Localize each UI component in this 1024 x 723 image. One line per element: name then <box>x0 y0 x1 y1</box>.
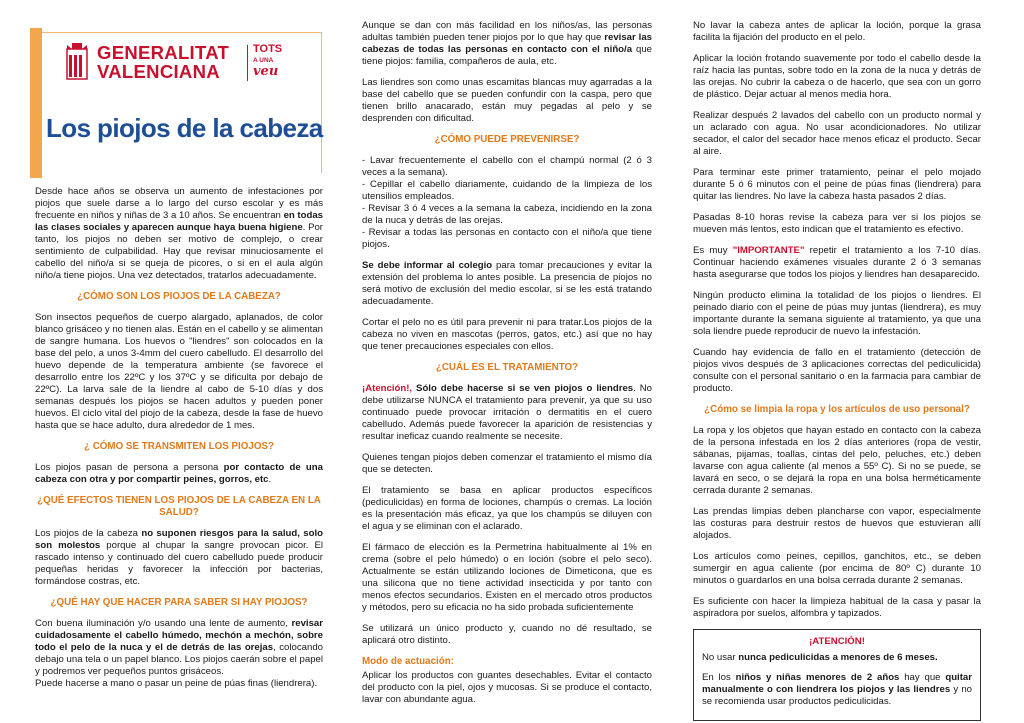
list-item: - Revisar 3 ó 4 veces a la semana la cabeza, incidiendo en la zona de la nuca y detrás de las orejas. <box>362 203 652 226</box>
slogan <box>253 44 282 77</box>
nits-paragraph: Las liendres son como unas escamitas blancas muy agarradas a la base del cabello que se pueden confundir con la caspa, pero que tienen brillo anacarado, están muy pegadas al pelo y se desprenden con dificultad. <box>362 77 652 124</box>
page-title: Los piojos de la cabeza <box>46 113 323 143</box>
attention-paragraph: ¡Atención!, Sólo debe hacerse si se ven piojos o liendres. No debe utilizarse NUNCA el tratamiento para prevenir, ya que su uso continuado puede provocar irritación o dermatitis en el cuero cabelludo. Además puede favorecer la aparición de resistencias y resultar ineficaz cuando realmente se necesite. <box>362 383 652 442</box>
warning-title: ¡ATENCIÓN! <box>809 636 865 647</box>
heading-health-effects: ¿QUÉ EFECTOS TIENEN LOS PIOJOS DE LA CABEZA EN LA SALUD? <box>37 495 321 518</box>
header-box <box>35 32 322 173</box>
lice-description: Son insectos pequeños de cuerpo alargado, aplanados, de color blanco grisáceo y no tienen alas. Están en el cabello y se alimentan de sangre humana. Los huevos o "liendres" son colocados en la base del pelo, a unos 3-4mm del cuero cabelludo. El desarrollo del huevo depende de la temperatura ambiente (se favorece el desarrollo entre los 22ºC y los 37ºC y se dificulta por debajo de 22ºC). La larva sale de la liendre al cabo de 5-10 días y dos semanas después los piojos se hacen adultos y pueden poner huevos. El ciclo vital del piojo de la cabeza, desde la fase de huevo hasta que se hace adulto, dura alrededor de 1 mes. <box>35 312 323 431</box>
column-1 <box>35 186 323 699</box>
intro-paragraph: Desde hace años se observa un aumento de infestaciones por piojos que suele darse a lo largo del curso escolar y es más frecuente en niños y niñas de 3 a 10 años. Se encuentran en todas las clases sociales y aparecen aunque haya buena higiene. Por tanto, los piojos no deben ser motivo de complejo, o crear sentimiento de culpabilidad. Hay que revisar minuciosamente el cabello del niño/a si se queja de picores, o si en el aula algún niño/a tiene piojos. Una vez detectados, tratarlos adecuadamente. <box>35 186 324 281</box>
prevention-list <box>362 155 652 251</box>
products-paragraph: El tratamiento se basa en aplicar productos específicos (pediculicidas) en forma de lociones, champús o cremas. La loción es la presentación más eficaz, ya que los champús se diluyen con el agua y se eliminan con el aclarado. <box>362 485 652 532</box>
combs-paragraph: Los artículos como peines, cepillos, ganchitos, etc., se deben sumergir en agua caliente (por encima de 80º C) durante 10 minutos o guardarlos en una bolsa cerrada durante 2 semanas. <box>693 551 981 586</box>
drug-paragraph: El fármaco de elección es la Permetrina habitualmente al 1% en crema (sobre el pelo húmedo) o en loción (sobre el pelo seco). Actualmente se están utilizando lociones de Dimeticona, que es una silicona que no tiene actividad insecticida y por tanto con menos efectos secundarios. Existen en el mercado otros productos y métodos, pero su eficacia no ha sido probada suficientemente <box>362 542 652 613</box>
heading-prevention: ¿CÓMO PUEDE PREVENIRSE? <box>434 134 580 145</box>
warning-box <box>693 629 981 721</box>
rinse-paragraph: Realizar después 2 lavados del cabello con un producto normal y un aclarado con agua. No usar acondicionadores. No utilizar secador, el calor del secador hace menos eficaz el producto. Secar al aire. <box>693 110 981 157</box>
column-3 <box>693 20 981 721</box>
procedure-paragraph: Aplicar los productos con guantes desechables. Evitar el contacto del producto con la piel, ojos y mucosas. Si se produce el contacto, lavar con abundante agua. <box>362 670 652 705</box>
org-line-2: VALENCIANA <box>97 61 220 82</box>
heading-transmission: ¿ CÓMO SE TRANSMITEN LOS PIOJOS? <box>84 441 274 452</box>
check-paragraph: Pasadas 8-10 horas revise la cabeza para ver si los piojos se mueven más lentos, esto indican que el tratamiento es efectivo. <box>693 212 981 235</box>
house-paragraph: Es suficiente con hacer la limpieza habitual de la casa y pasar la aspiradora por suelos, alfombra y tapizados. <box>693 596 981 619</box>
ironing-paragraph: Las prendas limpias deben plancharse con vapor, especialmente las costuras para destruir restos de huevos que estuvieran allí alojados. <box>693 506 981 541</box>
start-paragraph: Quienes tengan piojos deben comenzar el tratamiento el mismo día que se detecten. <box>362 452 652 475</box>
clothes-paragraph: La ropa y los objetos que hayan estado en contacto con la cabeza de la persona infestada en los 2 días anteriores (ropa de vestir, sábanas, pijamas, toallas, cintas del pelo, peluches, etc.) deben lavarse con agua caliente (al menos a 55º C). Si no se puede, se lavará en seco, o se dejará la ropa en una bolsa herméticamente cerrada durante 2 semanas. <box>693 425 981 496</box>
generalitat-logo-icon <box>63 41 91 85</box>
column-2 <box>362 20 652 715</box>
warning-line-1: No usar nunca pediculicidas a menores de 6 meses. <box>702 652 938 663</box>
comb-paragraph: Para terminar este primer tratamiento, peinar el pelo mojado durante 5 ó 6 minutos con el peine de púas finas (liendrera) para quitar las liendres. No lave la cabeza hasta pasados 2 días. <box>693 167 981 202</box>
repeat-paragraph: Es muy "IMPORTANTE" repetir el tratamiento a los 7-10 días. Continuar haciendo exámenes visuales durante 2 ó 3 semanas hasta asegurarse que todos los piojos y liendres han desaparecido. <box>693 245 981 280</box>
slogan-line-2: A UNA <box>253 57 274 64</box>
single-product-paragraph: Se utilizará un único producto y, cuando no dé resultado, se aplicará otro distinto. <box>362 623 652 646</box>
org-name <box>97 43 229 81</box>
transmission-paragraph: Los piojos pasan de persona a persona por contacto de una cabeza con otra y por compartir peines, gorros, etc. <box>35 462 323 485</box>
failure-paragraph: Cuando hay evidencia de fallo en el tratamiento (detección de piojos vivos después de 3 aplicaciones correctas del pediculicida) consulte con el personal sanitario o en la farmacia para cambiar de producto. <box>693 347 981 394</box>
heading-procedure: Modo de actuación: <box>362 656 454 667</box>
list-item: - Cepillar el cabello diariamente, cuidando de la limpieza de los utensilios empleados. <box>362 179 652 202</box>
heading-treatment: ¿CUÁL ES EL TRATAMIENTO? <box>435 362 579 373</box>
apply-paragraph: Aplicar la loción frotando suavemente por todo el cabello desde la raíz hacia las puntas, sobre todo en la zona de la nuca y detrás de las orejas. No cubrir la cabeza o de hacerlo, que sea con un gorro de plástico. Dejar actuar al menos media hora. <box>693 53 981 100</box>
detection-paragraph: Con buena iluminación y/o usando una lente de aumento, revisar cuidadosamente el cabello húmedo, mechón a mechón, sobre todo el pelo de la nuca y el de detrás de las orejas, colocando debajo una tela o un papel blanco. Los piojos caerán sobre el papel y podremos ver pequeños puntos grisáceos. Puede hacerse a mano o pasar un peine de púas finas (liendrera). <box>35 618 323 689</box>
adults-paragraph: Aunque se dan con más facilidad en los niños/as, las personas adultas también pueden tener piojos por lo que hay que revisar las cabezas de todas las personas en contacto con el niño/a que tiene piojos: familia, compañeros de aula, etc. <box>362 20 653 67</box>
slogan-line-1: TOTS <box>253 43 283 55</box>
no-wash-paragraph: No lavar la cabeza antes de aplicar la loción, porque la grasa facilita la fijación del producto en el pelo. <box>693 20 981 43</box>
org-line-1: GENERALITAT <box>97 42 230 63</box>
school-paragraph: Se debe informar al colegio para tomar precauciones y evitar la extensión del problema lo antes posible. La presencia de piojos no será motivo de exclusión del medio escolar, si se les está tratando adecuadamente. <box>362 260 652 307</box>
haircut-paragraph: Cortar el pelo no es útil para prevenir ni para tratar.Los piojos de la cabeza no viven en mascotas (perros, gatos, etc.) así que no hay que tener precauciones especiales con ellos. <box>362 317 652 352</box>
heading-cleaning: ¿Cómo se limpia la ropa y los artículos de uso personal? <box>704 404 970 415</box>
logo-separator <box>247 45 248 81</box>
health-effects-paragraph: Los piojos de la cabeza no suponen riesgos para la salud, solo son molestos porque al chupar la sangre provocan picor. El rascado intenso y continuado del cuero cabelludo puede producir pequeñas heridas y favorecer la infección por bacterias, formándose costras, etc. <box>35 528 324 587</box>
heading-what-are-lice: ¿CÓMO SON LOS PIOJOS DE LA CABEZA? <box>77 291 281 302</box>
no-product-paragraph: Ningún producto elimina la totalidad de los piojos o liendres. El peinado diario con el peine de púas muy juntas (liendrera), es muy importante durante la semana siguiente al tratamiento, ya que una sola liendre puede reproducir de nuevo la infestación. <box>693 290 981 337</box>
warning-line-2: En los niños y niñas menores de 2 años hay que quitar manualmente o con liendrera los piojos y las liendres y no se recomienda usar productos pediculicidas. <box>702 672 972 707</box>
list-item: - Lavar frecuentemente el cabello con el champú normal (2 ó 3 veces a la semana). <box>362 155 652 178</box>
slogan-line-3: veu <box>253 64 279 79</box>
list-item: - Revisar a todas las personas en contacto con el niño/a que tiene piojos. <box>362 227 652 250</box>
heading-detection: ¿QUÉ HAY QUE HACER PARA SABER SI HAY PIOJOS? <box>50 597 308 608</box>
